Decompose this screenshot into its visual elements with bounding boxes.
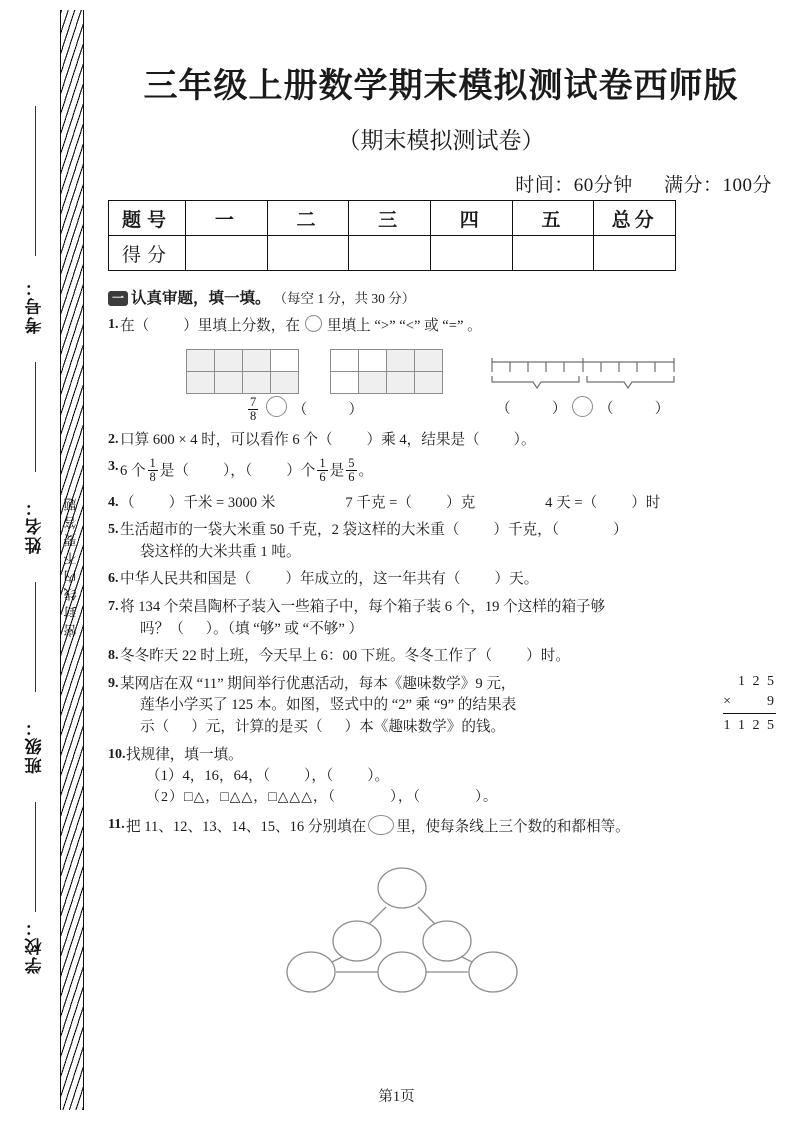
magic-triangle-svg xyxy=(108,844,786,994)
q11-text-b: 里，使每条线上三个数的和都相等。 xyxy=(396,818,630,835)
q1-text-b: ）里填上分数，在 xyxy=(183,318,300,334)
section-title: 认真审题，填一填。 xyxy=(131,290,271,307)
q5-text-b: ）千克，（ xyxy=(493,522,559,539)
table-row-headers xyxy=(109,201,676,236)
score-table xyxy=(108,200,676,271)
section-number-badge: 一 xyxy=(108,291,128,306)
q1-text-a: 在（ xyxy=(120,318,150,334)
triangle-circle-mid-left xyxy=(333,921,381,961)
q7-text-b: ）。（填 “够” 或 “不够” ） xyxy=(205,620,364,637)
seal-label-student-name: 姓名： xyxy=(25,497,45,555)
grid-cell xyxy=(358,349,387,372)
question-9-line-1: 某网店在双 “11” 期间举行优惠活动，每本《趣味数学》9 元， xyxy=(120,675,516,692)
q2-text-a: 口算 600 × 4 时，可以看作 6 个（ xyxy=(120,431,333,448)
section-header-one xyxy=(108,286,786,308)
q4-text-e: 4 天 =（ xyxy=(545,494,598,511)
page-footer: 第1页 xyxy=(378,1089,415,1105)
fraction-numerator: 1 xyxy=(319,456,326,471)
question-3 xyxy=(108,457,786,485)
grid-cell xyxy=(270,371,299,394)
vertical-multiplication xyxy=(723,672,776,737)
compare-circle-icon[interactable] xyxy=(305,315,322,332)
q5-text-a: 生活超市的一袋大米重 50 千克，2 袋这样的大米重（ xyxy=(120,522,460,539)
q11-text-a: 把 11、12、13、14、15、16 分别填在 xyxy=(126,818,367,835)
question-7-line-2 xyxy=(120,619,786,641)
q3-text-d: ）个 xyxy=(286,462,316,479)
fraction-grid-1 xyxy=(186,350,298,394)
grid-cell xyxy=(386,349,415,372)
seal-divider-4 xyxy=(35,802,36,912)
question-5-number: 5. xyxy=(108,522,119,538)
grid-cell xyxy=(386,371,415,394)
question-4-text xyxy=(120,493,786,515)
fraction-numerator: 1 xyxy=(149,456,156,471)
q3-text-b: 是（ xyxy=(159,462,189,479)
question-2-number: 2. xyxy=(108,431,119,447)
seal-label-exam-number: 考号： xyxy=(25,277,45,335)
q2-text-c: ）。 xyxy=(513,431,536,448)
question-1 xyxy=(108,315,786,338)
score-cell-0[interactable] xyxy=(186,236,268,271)
q7-text-a: 吗？（ xyxy=(140,620,184,637)
score-table-col-2: 三 xyxy=(349,201,431,236)
question-9-line-3 xyxy=(120,717,786,739)
q3-text-c: ），（ xyxy=(223,462,253,479)
q4-text-d: ）克 xyxy=(445,494,476,511)
question-1-answer-right xyxy=(496,396,669,418)
q2-text-b: ）乘 4，结果是（ xyxy=(366,431,480,448)
question-3-number: 3. xyxy=(108,459,119,475)
q10-sub2-a: （2）□△，□△△，□△△△，（ xyxy=(146,789,336,805)
q8-text-b: ）时。 xyxy=(526,648,570,665)
score-cell-5[interactable] xyxy=(594,236,676,271)
q3-text-a: 6 个 xyxy=(120,462,146,479)
question-4 xyxy=(108,493,786,515)
section-score-note: （每空 1 分，共 30 分） xyxy=(273,291,416,306)
brace-left xyxy=(492,376,579,388)
seal-divider-1 xyxy=(35,106,36,256)
q1-text-c: 里填上 “>” “<” 或 “=” 。 xyxy=(326,318,482,334)
question-9 xyxy=(108,674,786,739)
answer-blank-close: ） xyxy=(654,400,670,417)
grid-cell xyxy=(186,371,215,394)
seal-label-class: 班级： xyxy=(25,717,45,775)
q5-text-c: ） xyxy=(612,522,628,539)
question-1-figure xyxy=(108,344,786,430)
score-table-row-label-0: 题号 xyxy=(109,201,186,236)
question-10-sub-2 xyxy=(126,788,786,809)
q3-text-f: 。 xyxy=(358,462,374,479)
question-9-number: 9. xyxy=(108,675,119,691)
fraction-seven-eighths xyxy=(248,396,258,424)
q6-text-b: ）年成立的，这一年共有（ xyxy=(285,571,461,588)
seal-divider-2 xyxy=(35,362,36,472)
question-11-text xyxy=(126,815,786,839)
q3-text-e: 是 xyxy=(329,462,345,479)
q10-sub2-c: ）。 xyxy=(474,789,498,805)
vmul-operator: × xyxy=(723,694,731,710)
fraction-numerator: 5 xyxy=(348,456,355,471)
question-10-title: 找规律，填一填。 xyxy=(126,746,243,763)
time-limit: 时间：60分钟 xyxy=(515,175,633,196)
question-1-answer-left xyxy=(246,396,363,424)
seal-divider-3 xyxy=(35,582,36,692)
grid-cell xyxy=(358,371,387,394)
seal-label-school: 学校： xyxy=(25,917,45,975)
question-3-text xyxy=(120,457,786,485)
question-1-text xyxy=(120,315,786,338)
grid-cell xyxy=(330,349,359,372)
q4-text-c: 7 千克 =（ xyxy=(345,494,412,511)
triangle-circle-bottom-right xyxy=(469,952,517,992)
vmul-product: 1 1 2 5 xyxy=(723,718,776,734)
triangle-circle-mid-right xyxy=(423,921,471,961)
question-7-line-1: 将 134 个荣昌陶杯子装入一些箱子中，每个箱子装 6 个，19 个这样的箱子够 xyxy=(120,599,606,616)
table-row-scores xyxy=(109,236,676,271)
questions-body xyxy=(108,286,786,996)
score-table-col-0: 一 xyxy=(186,201,268,236)
question-5-line-1 xyxy=(120,520,786,542)
fraction-denominator: 6 xyxy=(319,470,326,485)
q4-text-f: ）时 xyxy=(631,494,661,511)
q4-text-b: ）千米 = 3000 米 xyxy=(168,494,276,511)
question-5-line-2: 袋这样的大米共重 1 吨。 xyxy=(140,543,301,560)
page-title: 三年级上册数学期末模拟测试卷西师版 xyxy=(143,68,739,105)
triangle-circle-apex xyxy=(378,868,426,908)
answer-blank-close: ） xyxy=(551,400,567,417)
question-6-number: 6. xyxy=(108,571,119,587)
question-9-line-2: 莲华小学买了 125 本。如图，竖式中的 “2” 乘 “9” 的结果表 xyxy=(140,697,517,714)
q9-text-a: 示（ xyxy=(140,719,170,736)
question-8-text xyxy=(120,646,786,668)
score-cell-4[interactable] xyxy=(512,236,594,271)
brace-right xyxy=(587,376,674,388)
q6-text-a: 中华人民共和国是（ xyxy=(120,571,252,588)
fraction-one-sixth xyxy=(317,457,327,485)
question-5 xyxy=(108,520,786,563)
question-7-number: 7. xyxy=(108,599,119,615)
score-cell-1[interactable] xyxy=(267,236,349,271)
score-table-row-label-1: 得分 xyxy=(109,236,186,271)
fraction-five-sixths xyxy=(346,457,356,485)
question-11-number: 11. xyxy=(108,816,125,832)
answer-circle-icon[interactable] xyxy=(368,815,394,835)
fraction-denominator: 8 xyxy=(250,408,257,423)
q6-text-c: ）天。 xyxy=(494,571,539,588)
score-table-col-3: 四 xyxy=(430,201,512,236)
q10-sub1-c: ）。 xyxy=(367,768,390,785)
score-table-col-4: 五 xyxy=(512,201,594,236)
triangle-circle-bottom-left xyxy=(287,952,335,992)
fraction-denominator: 8 xyxy=(149,470,156,485)
grid-cell xyxy=(270,349,299,372)
triangle-circle-bottom-center xyxy=(378,952,426,992)
grid-cell xyxy=(214,371,243,394)
score-table-col-5: 总分 xyxy=(594,201,676,236)
question-2-text xyxy=(120,430,786,452)
question-4-number: 4. xyxy=(108,494,119,510)
seal-column xyxy=(0,0,96,1122)
question-6 xyxy=(108,569,786,591)
q9-text-b: ）元，计算的是买（ xyxy=(191,719,323,736)
fraction-numerator: 7 xyxy=(250,394,257,409)
seal-inner-text: 密封线内不要答题 xyxy=(63,493,79,637)
score-cell-2[interactable] xyxy=(349,236,431,271)
page-subtitle: （期末模拟测试卷） xyxy=(337,128,545,153)
question-6-text xyxy=(120,569,786,591)
question-10 xyxy=(108,745,786,809)
q4-text-a: （ xyxy=(120,494,135,511)
answer-blank-open: （ xyxy=(598,400,614,417)
compare-circle-icon[interactable] xyxy=(572,396,593,417)
fraction-denominator: 6 xyxy=(348,470,355,485)
grid-cell xyxy=(414,349,443,372)
question-1-number: 1. xyxy=(108,317,119,332)
question-10-number: 10. xyxy=(108,746,126,762)
question-11 xyxy=(108,815,786,839)
q9-text-c: ）本《趣味数学》的钱。 xyxy=(344,719,506,736)
fraction-grid-2 xyxy=(330,350,442,394)
q10-sub1-b: ），（ xyxy=(304,768,334,785)
question-8-number: 8. xyxy=(108,648,119,664)
score-cell-3[interactable] xyxy=(430,236,512,271)
vmul-operator-row xyxy=(723,692,776,714)
answer-blank-close: ） xyxy=(348,401,364,418)
grid-cell xyxy=(186,349,215,372)
grid-cell xyxy=(214,349,243,372)
grid-cell xyxy=(330,371,359,394)
grid-cell xyxy=(242,349,271,372)
grid-cell xyxy=(414,371,443,394)
exam-meta xyxy=(96,170,772,197)
score-table-col-1: 二 xyxy=(267,201,349,236)
question-10-sub-1 xyxy=(126,766,786,788)
q10-sub1-a: （1）4，16，64，（ xyxy=(146,768,271,785)
question-2 xyxy=(108,430,786,452)
vmul-multiplicand: 1 2 5 xyxy=(738,673,776,689)
q8-text-a: 冬冬昨天 22 时上班，今天早上 6：00 下班。冬冬工作了（ xyxy=(120,648,493,665)
question-11-figure xyxy=(108,844,786,996)
total-score: 满分：100分 xyxy=(663,175,772,196)
q10-sub2-b: ），（ xyxy=(389,789,421,805)
answer-blank-open: （ xyxy=(292,401,308,418)
grid-cell xyxy=(242,371,271,394)
number-line-svg xyxy=(488,356,678,400)
fraction-one-eighth xyxy=(148,457,158,485)
vmul-multiplier: 9 xyxy=(767,694,776,710)
question-7 xyxy=(108,597,786,640)
answer-blank-open: （ xyxy=(496,400,511,417)
compare-circle-icon[interactable] xyxy=(266,396,287,417)
question-8 xyxy=(108,646,786,668)
